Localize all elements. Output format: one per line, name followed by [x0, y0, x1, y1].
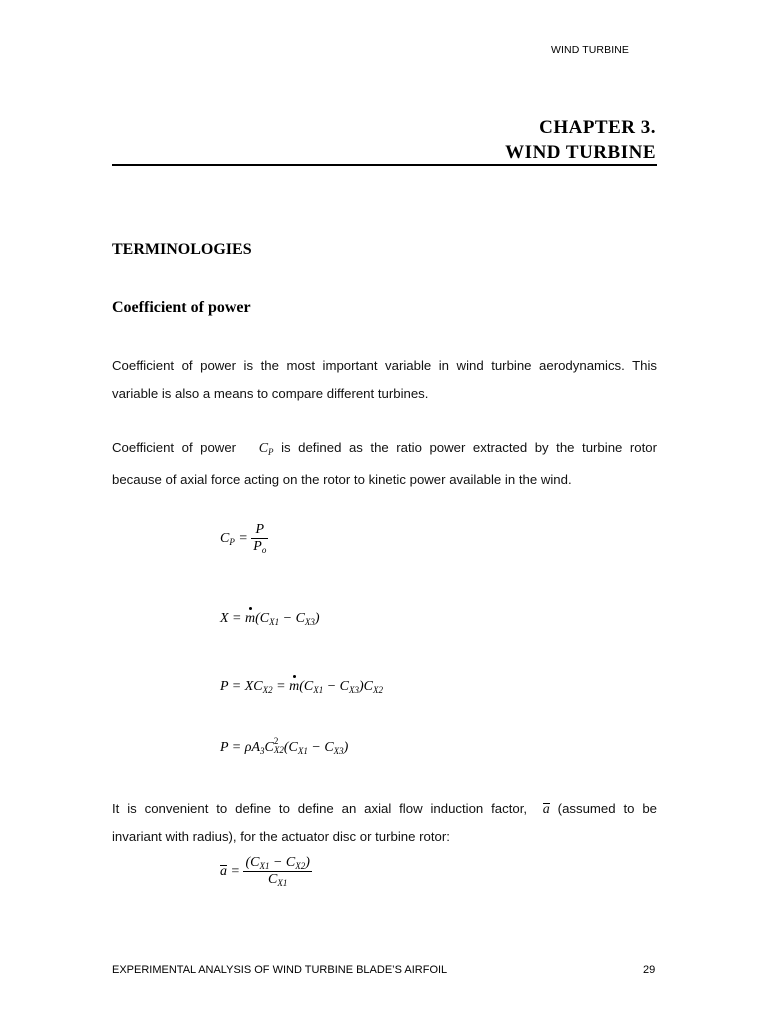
- chapter-title: WIND TURBINE: [505, 142, 656, 163]
- page-number: 29: [643, 964, 656, 976]
- paragraph-2: [112, 434, 657, 494]
- chapter-number: CHAPTER 3.: [539, 117, 656, 138]
- title-rule: [112, 164, 657, 166]
- a-bar-symbol: a: [542, 802, 550, 817]
- paragraph-3-line-2: invariant with radius), for the actuator disc or turbine rotor:: [112, 829, 450, 844]
- paragraph-2-line-2: because of axial force acting on the rotor to kinetic power available in the wind.: [112, 472, 572, 487]
- section-heading: TERMINOLOGIES: [112, 241, 252, 258]
- paragraph-3: [112, 795, 657, 851]
- running-header: WIND TURBINE: [551, 44, 630, 56]
- equation-induction-factor: a = $\frac{(C_{X1} - C_{X2})}{C_{X1}}$: [220, 855, 310, 888]
- cp-symbol: $C_P$: [258, 441, 274, 457]
- paragraph-2-text-b: is defined as the ratio power extracted by the turbine rotor: [281, 440, 658, 455]
- equation-cp: $C_P$ = $\frac{P}{P_o}$: [220, 522, 267, 555]
- paragraph-3-text-a: It is convenient to define to define an axial flow induction factor,: [112, 801, 528, 816]
- equation-power-2: $P = \rho A_3C$ 2 X2 $(C_{X1} - C_{X3})$: [220, 736, 349, 756]
- equation-axial-force: $X = m(C_{X1} - C_{X3})$: [220, 611, 320, 627]
- paragraph-1-line-1: Coefficient of power is the most important variable in wind turbine aerodynamics. This: [112, 358, 657, 373]
- subsection-heading: Coefficient of power: [112, 299, 251, 316]
- paragraph-2-text-a: Coefficient of power: [112, 440, 237, 455]
- paragraph-3-line-1: [112, 795, 657, 823]
- paragraph-1: [112, 352, 657, 408]
- footer-title: EXPERIMENTAL ANALYSIS OF WIND TURBINE BLADE’S AIRFOIL: [112, 964, 448, 976]
- equation-power-1: $P = XC_{X2} = m(C_{X1} - C_{X3})C_{X2}$: [220, 679, 384, 695]
- paragraph-2-line-1: [112, 434, 657, 466]
- paragraph-3-text-b: (assumed to be: [557, 801, 657, 816]
- paragraph-1-line-2: variable is also a means to compare different turbines.: [112, 386, 429, 401]
